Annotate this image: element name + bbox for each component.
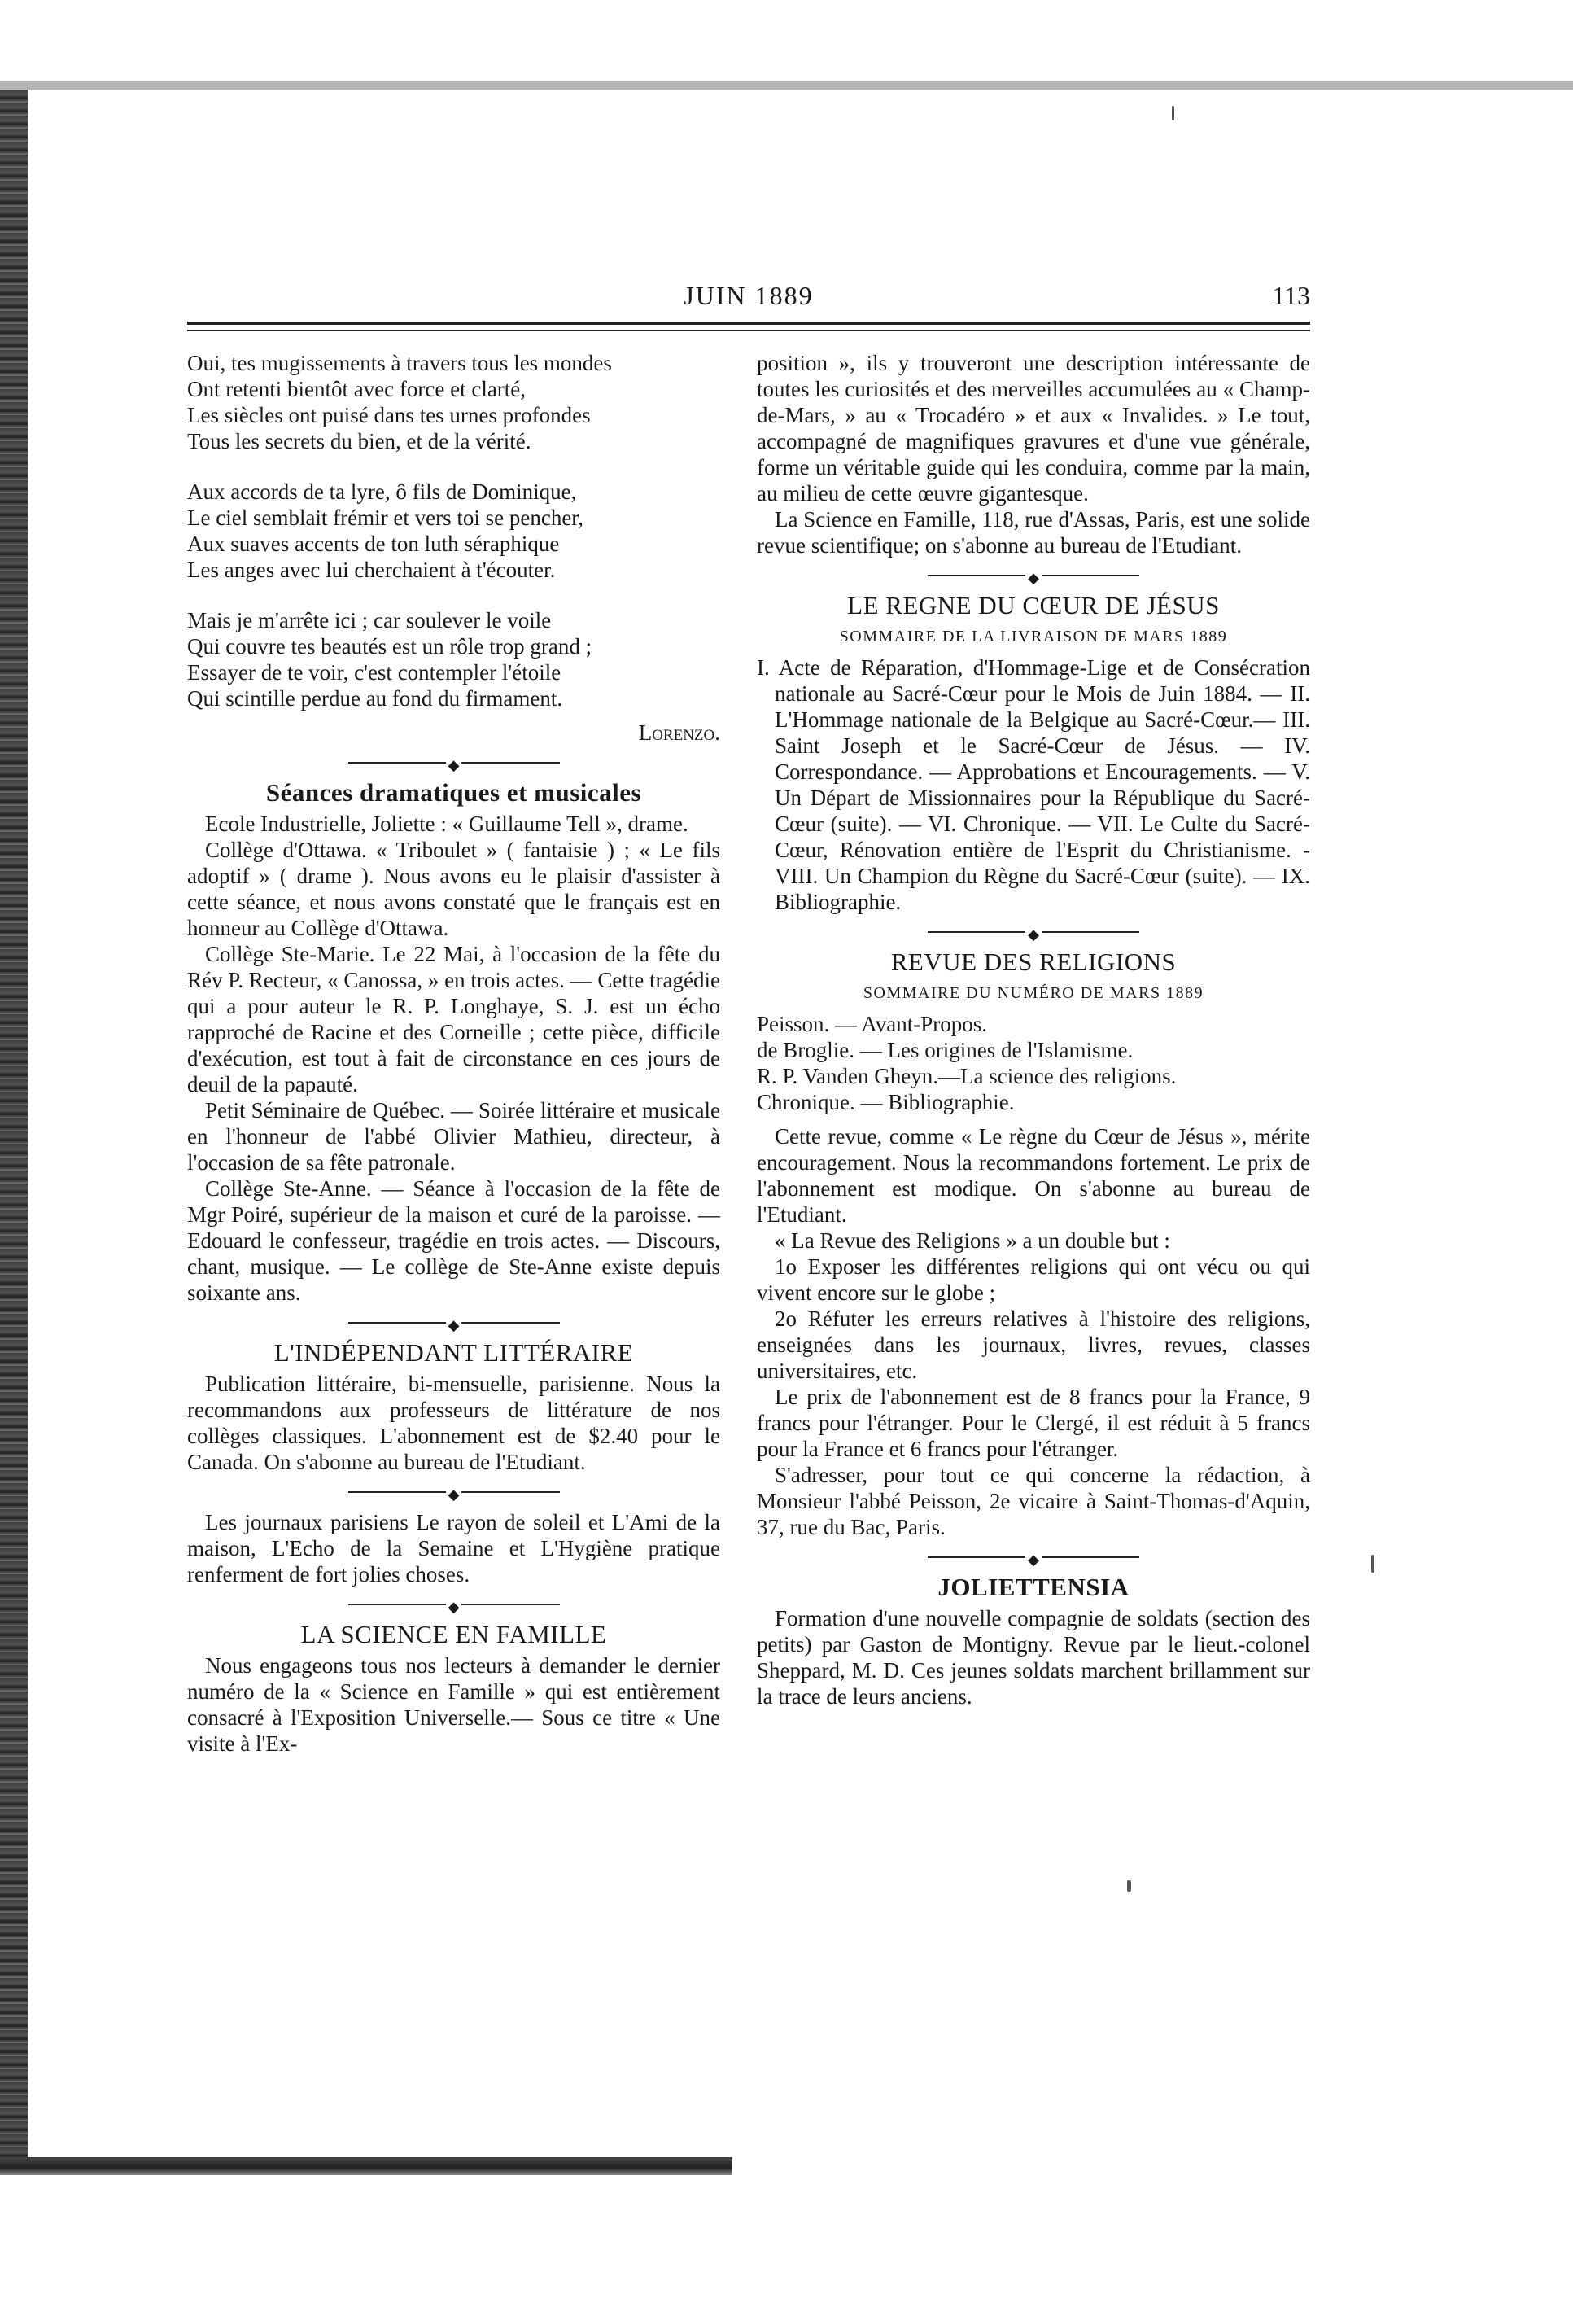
poem-stanza (187, 607, 720, 711)
paragraph: I. Acte de Réparation, d'Hommage-Lige et de Consécration nationale au Sacré-Cœur pour le Mois de Juin 1884. — II. L'Hommage nationale de la Belgique au Sacré-Cœur.— III. Saint Joseph et le Sacré-Cœur de Jésus. — IV. Correspondance. — Approbations et Encouragements. — V. Un Départ de Missionnaires pour la République du Sacré-Cœur (suite). — VI. Chronique. — VII. Le Culte du Sacré-Cœur, Rénovation entière de l'Esprit du Christianisme. - VIII. Un Champion du Règne du Sacré-Cœur (suite). — IX. Bibliographie. (757, 655, 1310, 914)
section-title-science: LA SCIENCE EN FAMILLE (300, 1620, 607, 1648)
section-title-religions: REVUE DES RELIGIONS (890, 948, 1177, 976)
poem-stanza (187, 479, 720, 583)
paragraph: 2o Réfuter les erreurs relatives à l'histoire des religions, enseignées dans les journaux, livres, revues, classes universitaires, etc. (757, 1306, 1310, 1383)
right-column (757, 350, 1310, 1709)
paragraph: Cette revue, comme « Le règne du Cœur de Jésus », mérite encouragement. Nous la recommandons fortement. Le prix de l'abonnement est modique. On s'abonne au bureau de l'Etudiant. (757, 1124, 1310, 1227)
verse-line: Mais je m'arrête ici ; car soulever le voile (187, 608, 552, 632)
paragraph: « La Revue des Religions » a un double but : (775, 1228, 1170, 1253)
scan-speck (1172, 106, 1174, 120)
paragraph: 1o Exposer les différentes religions qui ont vécu ou qui vivent encore sur le globe ; (757, 1254, 1310, 1305)
list-item: Peisson. — Avant-Propos. (757, 1012, 988, 1036)
section-ornament (348, 1317, 560, 1328)
paragraph: Collège d'Ottawa. « Triboulet » ( fantaisie ) ; « Le fils adoptif » ( drame ). Nous avons eu le plaisir d'assister à cette séance, et nous avons constaté que le français est en honneur au Collège d'Ottawa. (187, 838, 720, 940)
paragraph: Publication littéraire, bi-mensuelle, parisienne. Nous la recommandons aux professeurs de littérature de nos collèges classiques. L'abonnement est de $2.40 pour le Canada. On s'abonne au bureau de l'Etudiant. (187, 1372, 720, 1474)
page-top-edge (0, 81, 1573, 90)
section-ornament (928, 570, 1139, 581)
poem-signature: Lorenzo. (638, 720, 720, 745)
scan-speck (1371, 1555, 1374, 1573)
section-ornament (928, 926, 1139, 938)
verse-line: Aux accords de ta lyre, ô fils de Dominique, (187, 479, 577, 504)
poem-stanza (187, 350, 720, 454)
verse-line: Essayer de te voir, c'est contempler l'étoile (187, 660, 561, 685)
section-title-seances: Séances dramatiques et musicales (265, 778, 642, 807)
paragraph: S'adresser, pour tout ce qui concerne la rédaction, à Monsieur l'abbé Peisson, 2e vicaire à Saint-Thomas-d'Aquin, 37, rue du Bac, Paris. (757, 1463, 1310, 1539)
page-number: 113 (1272, 281, 1310, 310)
paragraph: Petit Séminaire de Québec. — Soirée littéraire et musicale en l'honneur de l'abbé Olivier Mathieu, directeur, à l'occasion de sa fête patronale. (187, 1098, 720, 1175)
page-bottom-edge (0, 2157, 732, 2175)
section-subtitle: SOMMAIRE DU NUMÉRO DE MARS 1889 (863, 984, 1204, 1002)
section-ornament (928, 1552, 1139, 1563)
paragraph: Nous engageons tous nos lecteurs à demander le dernier numéro de la « Science en Famille » qui est entièrement consacré à l'Exposition Universelle.— Sous ce titre « Une visite à l'Ex- (187, 1653, 720, 1756)
list-item: Chronique. — Bibliographie. (757, 1090, 1015, 1114)
paragraph: Formation d'une nouvelle compagnie de soldats (section des petits) par Gaston de Montigny. Revue par le lieut.-colonel Sheppard, M. D. Ces jeunes soldats marchent brillamment sur la trace de leurs anciens. (757, 1606, 1310, 1709)
paragraph: Ecole Industrielle, Joliette : « Guillaume Tell », drame. (205, 812, 688, 836)
verse-line: Qui couvre tes beautés est un rôle trop grand ; (187, 634, 592, 659)
verse-line: Le ciel semblait frémir et vers toi se pencher, (187, 506, 583, 530)
section-ornament (348, 757, 560, 768)
section-ornament (348, 1486, 560, 1498)
header-double-rule (187, 322, 1310, 331)
page-binding-edge (0, 90, 28, 2165)
section-title-regne: LE REGNE DU CŒUR DE JÉSUS (847, 591, 1220, 619)
paragraph: Le prix de l'abonnement est de 8 francs pour la France, 9 francs pour l'étranger. Pour le Clergé, il est réduit à 5 francs pour la France et 6 francs pour l'étranger. (757, 1385, 1310, 1461)
verse-line: Qui scintille perdue au fond du firmament. (187, 686, 563, 711)
verse-line: Les siècles ont puisé dans tes urnes profondes (187, 403, 591, 427)
paragraph: La Science en Famille, 118, rue d'Assas, Paris, est une solide revue scientifique; on s'abonne au bureau de l'Etudiant. (757, 507, 1310, 558)
verse-line: Ont retenti bientôt avec force et clarté, (187, 377, 527, 401)
scan-speck (1127, 1880, 1131, 1892)
verse-line: Oui, tes mugissements à travers tous les mondes (187, 351, 612, 375)
section-subtitle: SOMMAIRE DE LA LIVRAISON DE MARS 1889 (839, 628, 1228, 646)
section-ornament (348, 1599, 560, 1610)
section-title-independant: L'INDÉPENDANT LITTÉRAIRE (273, 1338, 634, 1367)
paragraph: Collège Ste-Marie. Le 22 Mai, à l'occasion de la fête du Rév P. Recteur, « Canossa, » en trois actes. — Cette tragédie qui a pour auteur le R. P. Longhaye, S. J. est un écho rapproché de Racine et des Corneille ; cette pièce, difficile d'exécution, est tout à fait de circonstance en ces jours de deuil de la papauté. (187, 942, 721, 1096)
verse-line: Aux suaves accents de ton luth séraphique (187, 532, 560, 556)
verse-line: Les anges avec lui cherchaient à t'écouter. (187, 558, 556, 582)
paragraph: Collège Ste-Anne. — Séance à l'occasion de la fête de Mgr Poiré, supérieur de la maison et curé de la paroisse. — Edouard le confesseur, tragédie en trois actes. — Discours, chant, musique. — Le collège de Ste-Anne existe depuis soixante ans. (187, 1176, 720, 1305)
paragraph: Les journaux parisiens Le rayon de soleil et L'Ami de la maison, L'Echo de la Semaine et L'Hygiène pratique renferment de fort jolies choses. (187, 1510, 720, 1587)
paragraph: position », ils y trouveront une description intéressante de toutes les curiosités et des merveilles accumulées au « Champ-de-Mars, » au « Trocadéro » et aux « Invalides. » Le tout, accompagné de magnifiques gravures et d'une vue générale, forme un véritable guide qui les conduira, comme par la main, au milieu de cette œuvre gigantesque. (757, 351, 1310, 506)
section-title-joliettensia: JOLIETTENSIA (937, 1573, 1130, 1601)
running-head-title: JUIN 1889 (684, 281, 814, 310)
list-item: R. P. Vanden Gheyn.—La science des religions. (757, 1064, 1177, 1088)
running-head (187, 281, 1310, 317)
verse-line: Tous les secrets du bien, et de la vérité. (187, 429, 531, 453)
left-column (187, 350, 720, 1757)
list-item: de Broglie. — Les origines de l'Islamisme. (757, 1038, 1134, 1062)
